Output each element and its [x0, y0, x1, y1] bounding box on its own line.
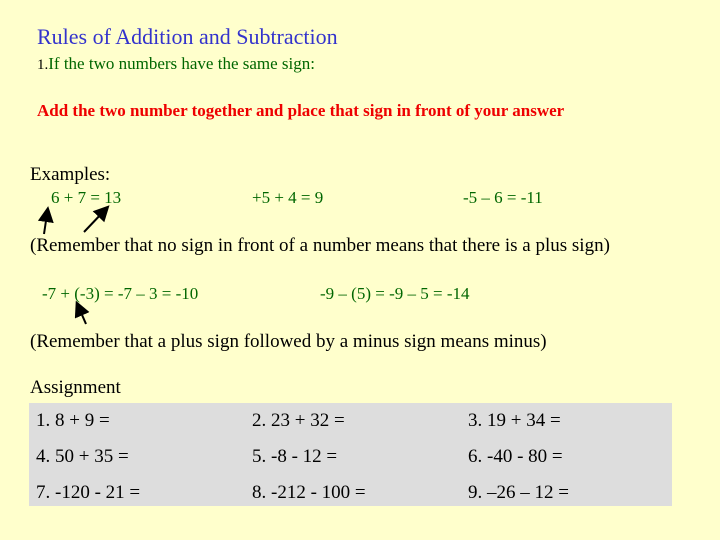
assignment-problem-5: 5. -8 - 12 = [252, 446, 338, 467]
assignment-problem-8: 8. -212 - 100 = [252, 482, 366, 503]
rule-condition: If the two numbers have the same sign: [48, 54, 315, 73]
example-4: -7 + (-3) = -7 – 3 = -10 [42, 284, 199, 303]
example-2: +5 + 4 = 9 [252, 188, 324, 207]
note-plus-sign: (Remember that no sign in front of a number means that there is a plus sign) [30, 235, 610, 256]
assignment-problem-3: 3. 19 + 34 = [468, 410, 561, 431]
assignment-problem-6: 6. -40 - 80 = [468, 446, 563, 467]
assignment-problem-2: 2. 23 + 32 = [252, 410, 345, 431]
examples-heading: Examples: [30, 164, 111, 185]
rule-statement: Add the two number together and place that sign in front of your answer [37, 101, 565, 120]
page-title: Rules of Addition and Subtraction [37, 24, 338, 49]
assignment-problem-7: 7. -120 - 21 = [36, 482, 141, 503]
arrow-sign-7 [84, 211, 104, 232]
arrow-plus-sign [79, 308, 86, 324]
assignment-heading: Assignment [30, 377, 121, 398]
assignment-problem-1: 1. 8 + 9 = [36, 410, 110, 431]
note-plus-minus: (Remember that a plus sign followed by a minus sign means minus) [30, 331, 547, 352]
arrow-sign-6 [44, 214, 47, 234]
example-1: 6 + 7 = 13 [51, 188, 122, 207]
assignment-problem-9: 9. –26 – 12 = [468, 482, 569, 503]
example-5: -9 – (5) = -9 – 5 = -14 [320, 284, 470, 303]
example-3: -5 – 6 = -11 [463, 188, 543, 207]
rule-number: 1. [37, 57, 49, 73]
assignment-problem-4: 4. 50 + 35 = [36, 446, 129, 467]
